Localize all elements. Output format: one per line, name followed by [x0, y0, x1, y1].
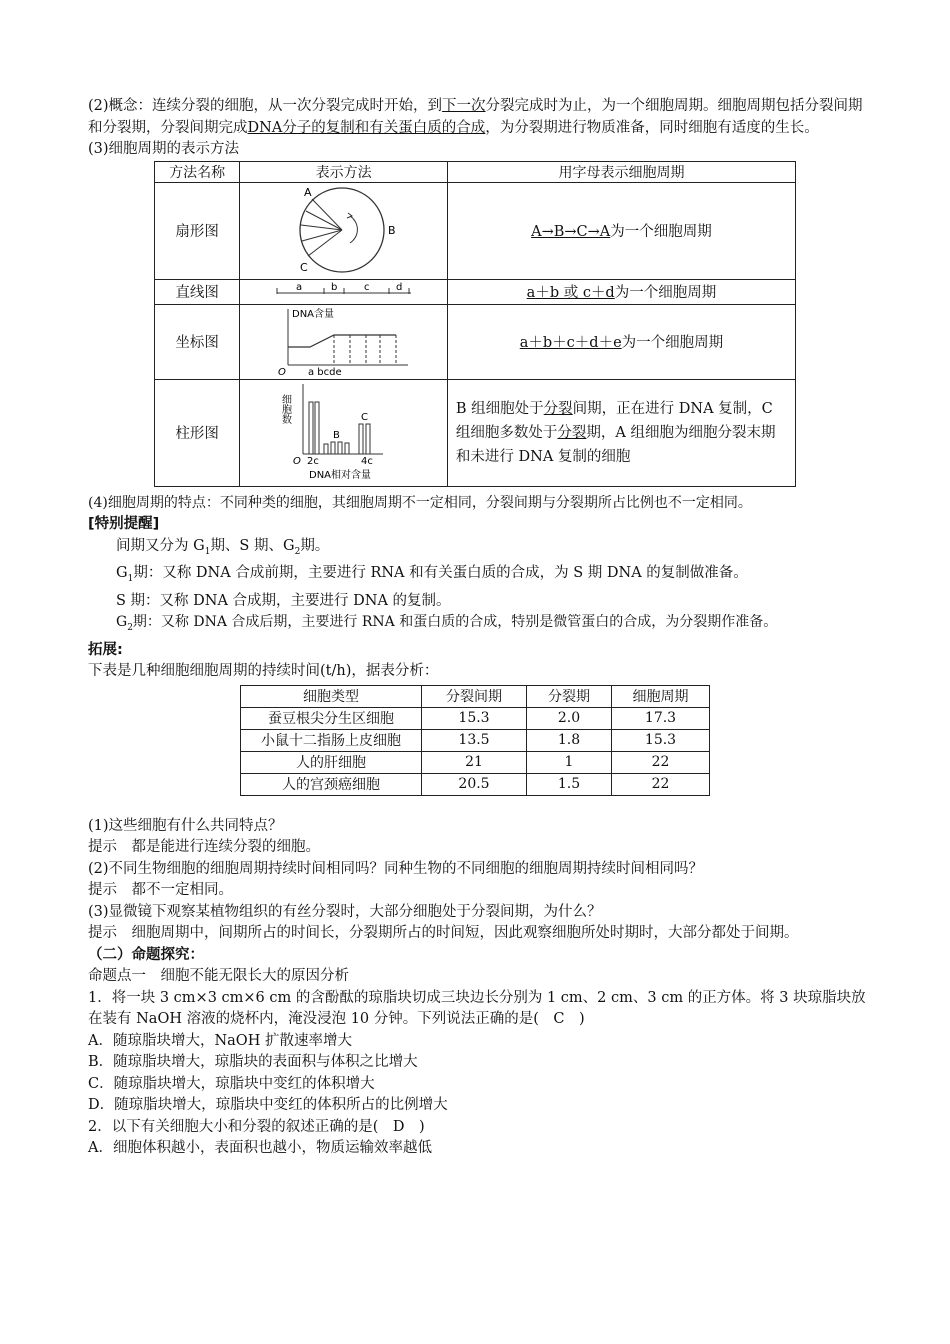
fan-label-b: B	[387, 223, 396, 237]
table-header: 细胞类型	[241, 685, 422, 707]
table-cell: 20.5	[422, 773, 527, 795]
subscript: 2	[294, 546, 301, 557]
text: 间期，正在进行 DNA 复制，C 组细胞多数处于	[455, 400, 773, 441]
question-2: (2)不同生物细胞的细胞周期持续时间相同吗？同种生物的不同细胞的细胞周期持续时间相同吗？	[88, 860, 704, 877]
subscript: 1	[204, 546, 211, 557]
bar-label-b: B	[332, 429, 340, 441]
text: G	[116, 565, 128, 581]
point-title: 命题点一 细胞不能无限长大的原因分析	[88, 968, 349, 984]
document-page	[88, 96, 868, 1160]
table-row	[155, 304, 796, 379]
answer-blank: DNA分子的复制和有关蛋白质的合成	[247, 119, 486, 136]
table-cell: 17.3	[612, 707, 710, 729]
hint-3: 提示 细胞周期中，间期所占的时间长，分裂期所占的时间短，因此观察细胞所处时期时，大部分都处于间期。	[88, 925, 799, 941]
table-header: 细胞周期	[612, 685, 710, 707]
answer-cell	[447, 182, 795, 279]
text: 期：又称 DNA 合成后期，主要进行 RNA 和蛋白质的合成，特别是微管蛋白的合成，为分裂期作准备。	[132, 614, 778, 630]
table-cell: 15.3	[422, 707, 527, 729]
answer-cell	[447, 279, 795, 304]
text: 期：又称 DNA 合成前期，主要进行 RNA 和有关蛋白质的合成，为 S 期 DNA 的复制做准备。	[133, 565, 748, 581]
line-label-b: b	[330, 281, 337, 293]
reminder-title: [特别提醒]	[88, 516, 160, 532]
mcq-1-option-c: C．随琼脂块增大，琼脂块中变红的体积增大	[88, 1075, 375, 1092]
mcq-1-option-d: D．随琼脂块增大，琼脂块中变红的体积所占的比例增大	[88, 1097, 448, 1113]
text: G	[116, 614, 128, 630]
answer-blank: 下一次	[442, 98, 486, 114]
cycle-duration-table	[240, 685, 710, 796]
fan-diagram	[240, 182, 448, 279]
expand-intro: 下表是几种细胞细胞周期的持续时间(t/h)，据表分析：	[88, 663, 439, 679]
table-cell: 蚕豆根尖分生区细胞	[241, 707, 422, 729]
question-1: (1)这些细胞有什么共同特点？	[88, 817, 283, 834]
reminder-line: S 期：又称 DNA 合成期，主要进行 DNA 的复制。	[116, 592, 451, 609]
bar-x1: 2c	[306, 455, 319, 467]
features-paragraph: (4)细胞周期的特点：不同种类的细胞，其细胞周期不一定相同，分裂间期与分裂期所占比例也不一定相同。	[88, 494, 752, 511]
text: 分裂完成时为止，为一个细胞周期。细胞周期包括分裂间期和分裂期，分裂间期完成	[88, 98, 863, 136]
table-cell: 15.3	[612, 729, 710, 751]
expand-title: 拓展:	[88, 641, 123, 658]
table-header: 分裂间期	[422, 685, 527, 707]
mcq-2-option-a: A．细胞体积越小，表面积也越小，物质运输效率越低	[88, 1140, 432, 1156]
table-cell: 2.0	[527, 707, 612, 729]
line-chart	[269, 280, 419, 300]
reminder-line	[88, 563, 868, 591]
coordinate-chart	[274, 305, 414, 375]
text: 期。	[300, 537, 330, 554]
table-row	[155, 279, 796, 304]
text: 为一个细胞周期	[614, 285, 717, 301]
table-cell: 人的肝细胞	[241, 751, 422, 773]
coord-ylabel: DNA含量	[291, 308, 334, 320]
line-label-a: a	[295, 281, 302, 293]
table-header: 分裂期	[527, 685, 612, 707]
table-row	[241, 751, 710, 773]
coord-ticks: a bcde	[307, 366, 342, 375]
subscript: 2	[127, 623, 133, 633]
bar-c	[366, 424, 370, 454]
bar-diagram	[240, 379, 448, 486]
table-header: 方法名称	[155, 161, 240, 182]
bar-chart	[279, 380, 409, 482]
fan-chart	[284, 183, 404, 275]
methods-table	[154, 161, 796, 487]
table-cell: 22	[612, 751, 710, 773]
text: 期，A 组细胞为细胞分裂末期和未进行 DNA 复制的细胞	[455, 424, 776, 465]
answer-blank: A→B→C→A	[531, 224, 611, 240]
bar-a	[315, 402, 319, 454]
concept-paragraph	[88, 96, 868, 139]
mcq-1-stem: 1．将一块 3 cm×3 cm×6 cm 的含酚酞的琼脂块切成三块边长分别为 1 cm、2 cm、3 cm 的正方体。将 3 块琼脂块放在装有 NaOH 溶液的烧杯内，淹没浸泡 10 分钟。下列说法正确的是( C )	[88, 989, 866, 1027]
table-row	[241, 773, 710, 795]
reminder-line	[88, 612, 868, 640]
answer-blank: 分裂	[543, 400, 573, 417]
bar-a	[309, 402, 313, 454]
text: B 组细胞处于	[455, 400, 544, 417]
methods-title: (3)细胞周期的表示方法	[88, 141, 240, 157]
bar-label-c: C	[360, 411, 368, 423]
table-cell: 13.5	[422, 729, 527, 751]
table-cell: 1	[527, 751, 612, 773]
table-cell: 人的宫颈癌细胞	[241, 773, 422, 795]
bar-ylabel: 细胞数	[279, 393, 291, 424]
line-label-d: d	[395, 281, 402, 293]
table-row	[241, 729, 710, 751]
bar-b	[345, 443, 349, 454]
table-header: 表示方法	[240, 161, 448, 182]
bar-b	[338, 442, 342, 454]
table-cell: 21	[422, 751, 527, 773]
fan-label-a: A	[303, 185, 312, 199]
method-name: 扇形图	[155, 182, 240, 279]
mcq-1-option-a: A．随琼脂块增大，NaOH 扩散速率增大	[88, 1032, 352, 1049]
table-row	[155, 379, 796, 486]
reminder-line	[88, 536, 868, 564]
method-name: 坐标图	[155, 304, 240, 379]
table-cell: 小鼠十二指肠上皮细胞	[241, 729, 422, 751]
answer-blank: 分裂	[557, 424, 587, 441]
method-name: 柱形图	[155, 379, 240, 486]
answer-blank: a＋b＋c＋d＋e	[519, 335, 622, 351]
table-cell: 1.5	[527, 773, 612, 795]
bar-b	[331, 442, 335, 454]
fan-label-c: C	[299, 260, 308, 274]
bar-origin: O	[292, 455, 301, 467]
text: 为一个细胞周期	[610, 224, 712, 240]
table-row	[155, 182, 796, 279]
line-label-c: c	[363, 281, 370, 293]
text: 期、S 期、G	[210, 537, 295, 554]
answer-cell	[447, 304, 795, 379]
text: ，为分裂期进行物质准备，同时细胞有适度的生长。	[485, 119, 819, 136]
coord-diagram	[240, 304, 448, 379]
hint-2: 提示 都不一定相同。	[88, 882, 233, 898]
coord-origin: O	[277, 366, 286, 375]
table-cell: 22	[612, 773, 710, 795]
question-3: (3)显微镜下观察某植物组织的有丝分裂时，大部分细胞处于分裂间期，为什么？	[88, 903, 602, 920]
answer-cell	[447, 379, 795, 486]
table-cell: 1.8	[527, 729, 612, 751]
table-row	[241, 707, 710, 729]
section-title: （二）命题探究：	[88, 946, 204, 963]
answer-blank: a＋b 或 c＋d	[526, 285, 615, 301]
line-diagram	[240, 279, 448, 304]
bar-xlabel: DNA相对含量	[308, 469, 371, 481]
bar-x2: 4c	[360, 455, 373, 467]
text: 为一个细胞周期	[621, 335, 724, 351]
bar-b	[324, 444, 328, 454]
bar-c	[359, 424, 363, 454]
table-header: 用字母表示细胞周期	[447, 161, 795, 182]
text: 间期又分为 G	[116, 537, 205, 554]
mcq-2-stem: 2．以下有关细胞大小和分裂的叙述正确的是( D )	[88, 1118, 425, 1135]
table-header-row	[241, 685, 710, 707]
mcq-1-option-b: B．随琼脂块增大，琼脂块的表面积与体积之比增大	[88, 1054, 418, 1070]
text: (2)概念：连续分裂的细胞，从一次分裂完成时开始，到	[88, 98, 443, 114]
hint-1: 提示 都是能进行连续分裂的细胞。	[88, 839, 320, 855]
subscript: 1	[127, 574, 134, 584]
method-name: 直线图	[155, 279, 240, 304]
